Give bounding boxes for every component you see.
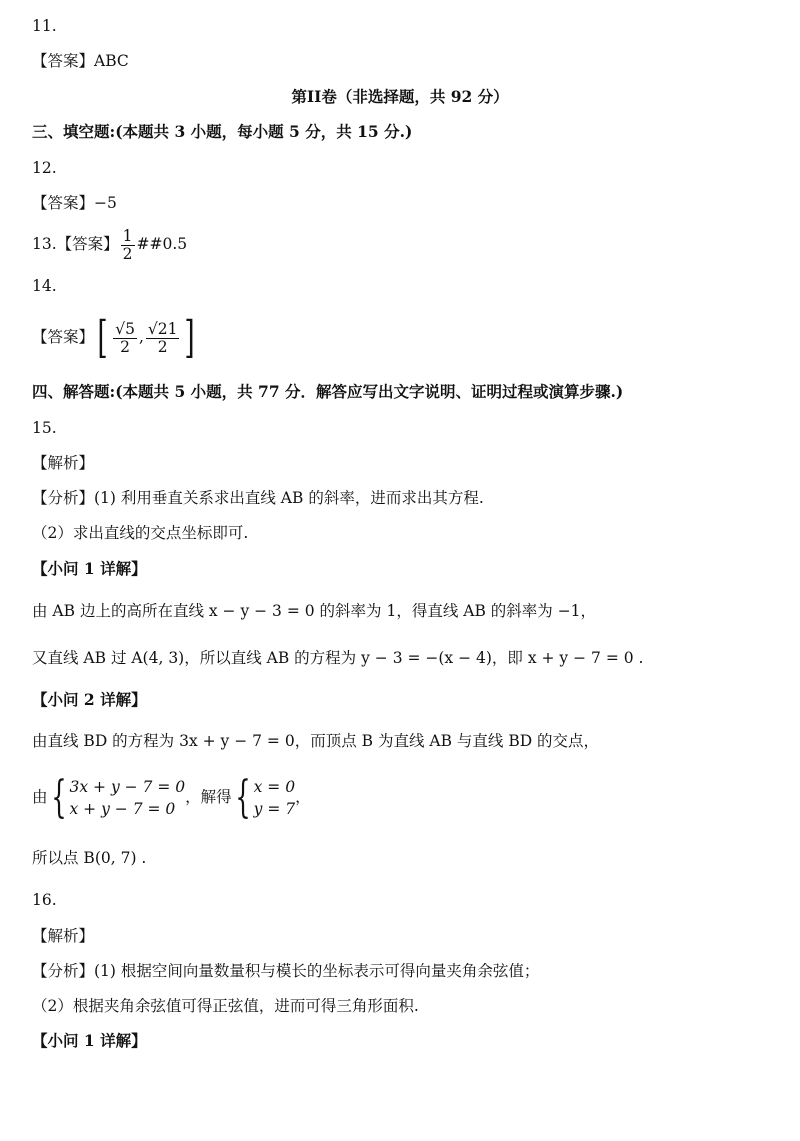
subquestion-2-15-heading: 【小问 2 详解】 — [32, 690, 147, 709]
part-3-heading: 三、填空题:(本题共 3 小题，每小题 5 分，共 15 分.) — [32, 122, 413, 141]
system-equation-1: 3x + y − 7 = 0 — [69, 778, 186, 796]
fraction-numerator: √21 — [147, 320, 178, 339]
question-14-number: 14. — [32, 277, 57, 295]
equation-system-line — [32, 772, 311, 822]
question-12-number: 12. — [32, 159, 57, 177]
question-15-number: 15. — [32, 419, 57, 437]
answer-14-prefix: 【答案】 — [32, 328, 95, 346]
question-16-number: 16. — [32, 891, 57, 909]
separator: , — [138, 328, 144, 346]
right-bracket: ] — [184, 312, 196, 363]
solution-15-line-4: 所以点 B(0, 7) . — [32, 849, 147, 867]
answer-14-fraction-a — [113, 321, 137, 355]
answer-13 — [32, 224, 187, 264]
fraction-numerator: √5 — [115, 320, 135, 339]
answer-13-prefix: 13.【答案】 — [32, 235, 119, 253]
part-4-heading: 四、解答题:(本题共 5 小题，共 77 分．解答应写出文字说明、证明过程或演算步骤.) — [32, 382, 624, 401]
section-2-title: 第II卷（非选择题，共 92 分） — [291, 87, 509, 106]
fraction-denominator: 2 — [122, 244, 133, 263]
answer-11: 【答案】ABC — [32, 52, 129, 70]
system-solution-1: x = 0 — [253, 778, 296, 796]
analysis-15-label: 【解析】 — [32, 454, 95, 472]
left-bracket: [ — [97, 312, 108, 363]
analysis-16-line-2: （2）根据夹角余弦值可得正弦值，进而可得三角形面积. — [32, 997, 419, 1015]
system-solution-2: y = 7 — [253, 800, 296, 818]
system-equations — [70, 776, 186, 820]
analysis-16-line-1: 【分析】(1) 根据空间向量数量积与模长的坐标表示可得向量夹角余弦值； — [32, 962, 540, 980]
solution-15-line-2: 又直线 AB 过 A(4, 3)，所以直线 AB 的方程为 y − 3 = −(x − 4)，即 x + y − 7 = 0 . — [32, 649, 644, 667]
subquestion-1-15-heading: 【小问 1 详解】 — [32, 559, 147, 578]
question-11-number: 11. — [32, 17, 57, 35]
left-brace: { — [50, 772, 67, 823]
solution-15-line-3: 由直线 BD 的方程为 3x + y − 7 = 0，而顶点 B 为直线 AB 与直线 BD 的交点， — [32, 732, 600, 750]
system-end: ， — [295, 788, 311, 806]
answer-14-fraction-b — [146, 321, 180, 355]
answer-13-suffix: ##0.5 — [136, 235, 188, 253]
subquestion-1-16-heading: 【小问 1 详解】 — [32, 1031, 147, 1050]
fraction-denominator: 2 — [157, 337, 168, 356]
analysis-16-label: 【解析】 — [32, 927, 95, 945]
fraction-denominator: 2 — [120, 337, 130, 356]
system-middle-text: ，解得 — [185, 788, 232, 806]
answer-14 — [32, 310, 199, 364]
system-prefix: 由 — [32, 788, 48, 806]
left-brace: { — [234, 772, 251, 823]
solution-15-line-1: 由 AB 边上的高所在直线 x − y − 3 = 0 的斜率为 1，得直线 AB 的斜率为 −1， — [32, 602, 597, 620]
answer-13-fraction — [121, 228, 135, 262]
system-solution — [254, 776, 295, 820]
analysis-15-line-1: 【分析】(1) 利用垂直关系求出直线 AB 的斜率，进而求出其方程. — [32, 489, 484, 507]
analysis-15-line-2: （2）求出直线的交点坐标即可. — [32, 524, 249, 542]
answer-12: 【答案】−5 — [32, 194, 117, 212]
fraction-numerator: 1 — [122, 227, 133, 246]
system-equation-2: x + y − 7 = 0 — [69, 800, 176, 818]
